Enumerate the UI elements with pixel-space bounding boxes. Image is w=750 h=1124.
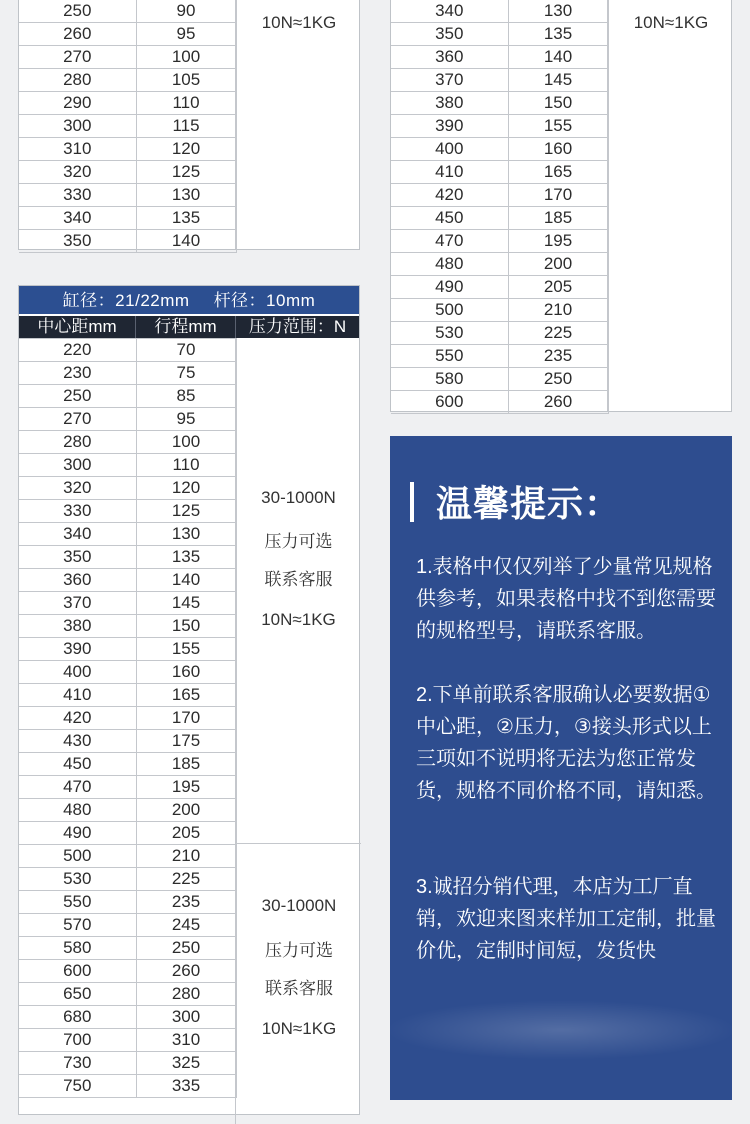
center-distance-cell: 400 xyxy=(391,138,508,161)
stroke-cell: 310 xyxy=(136,1029,236,1052)
table-row xyxy=(19,408,236,431)
table-row xyxy=(391,230,608,253)
stroke-cell: 195 xyxy=(136,776,236,799)
table-row xyxy=(19,46,236,69)
table-row xyxy=(19,937,236,960)
center-distance-cell: 750 xyxy=(19,1075,136,1098)
stroke-cell: 210 xyxy=(508,299,608,322)
spec-table-c-rows xyxy=(19,338,237,1098)
spec-table-c xyxy=(18,285,360,1115)
stroke-cell: 245 xyxy=(136,914,236,937)
center-distance-cell: 410 xyxy=(19,684,136,707)
spec-table-c-note-lower xyxy=(235,844,362,1124)
center-distance-cell: 470 xyxy=(391,230,508,253)
pressure-optional-text: 压力可选 xyxy=(264,532,333,551)
center-distance-cell: 580 xyxy=(19,937,136,960)
center-distance-cell: 680 xyxy=(19,1006,136,1029)
table-row xyxy=(19,161,236,184)
center-distance-cell: 280 xyxy=(19,69,136,92)
stroke-cell: 160 xyxy=(508,138,608,161)
table-row xyxy=(391,184,608,207)
table-row xyxy=(19,730,236,753)
table-row xyxy=(391,46,608,69)
table-row xyxy=(19,592,236,615)
center-distance-cell: 340 xyxy=(391,0,508,23)
center-distance-cell: 350 xyxy=(19,546,136,569)
pressure-conversion-note: 10N≈1KG xyxy=(261,610,336,629)
stroke-cell: 115 xyxy=(136,115,236,138)
table-row xyxy=(19,1006,236,1029)
stroke-cell: 100 xyxy=(136,431,236,454)
center-distance-cell: 580 xyxy=(391,368,508,391)
center-distance-cell: 450 xyxy=(19,753,136,776)
center-distance-cell: 310 xyxy=(19,138,136,161)
center-distance-cell: 230 xyxy=(19,362,136,385)
center-distance-cell: 450 xyxy=(391,207,508,230)
stroke-cell: 335 xyxy=(136,1075,236,1098)
stroke-cell: 130 xyxy=(508,0,608,23)
stroke-cell: 225 xyxy=(508,322,608,345)
stroke-cell: 75 xyxy=(136,362,236,385)
center-distance-cell: 500 xyxy=(391,299,508,322)
center-distance-cell: 480 xyxy=(19,799,136,822)
center-distance-cell: 380 xyxy=(391,92,508,115)
center-distance-cell: 530 xyxy=(19,868,136,891)
center-distance-cell: 260 xyxy=(19,23,136,46)
stroke-cell: 260 xyxy=(508,391,608,414)
center-distance-cell: 420 xyxy=(391,184,508,207)
table-row xyxy=(19,115,236,138)
table-row xyxy=(19,477,236,500)
table-row xyxy=(19,845,236,868)
stroke-cell: 175 xyxy=(136,730,236,753)
table-row xyxy=(391,138,608,161)
tip-paragraph-2: 2.下单前联系客服确认必要数据①中心距，②压力，③接头形式以上三项如不说明将无法为您正常发货，规格不同价格不同，请知悉。 xyxy=(416,684,716,802)
table-row xyxy=(19,983,236,1006)
pressure-conversion-note: 10N≈1KG xyxy=(633,13,709,32)
stroke-cell: 200 xyxy=(136,799,236,822)
center-distance-cell: 340 xyxy=(19,523,136,546)
center-distance-cell: 390 xyxy=(391,115,508,138)
stroke-cell: 300 xyxy=(136,1006,236,1029)
stroke-cell: 170 xyxy=(508,184,608,207)
decorative-glow xyxy=(384,1000,738,1060)
pressure-range-text: 30-1000N xyxy=(261,896,337,915)
stroke-cell: 135 xyxy=(508,23,608,46)
center-distance-cell: 370 xyxy=(19,592,136,615)
table-row xyxy=(19,0,236,23)
table-row xyxy=(19,339,236,362)
column-header-pressure-range: 压力范围：N xyxy=(248,317,347,336)
center-distance-cell: 730 xyxy=(19,1052,136,1075)
rod-diameter: 杆径：10mm xyxy=(213,291,316,310)
stroke-cell: 165 xyxy=(136,684,236,707)
stroke-cell: 140 xyxy=(136,569,236,592)
center-distance-cell: 380 xyxy=(19,615,136,638)
center-distance-cell: 550 xyxy=(391,345,508,368)
table-row xyxy=(391,253,608,276)
table-row xyxy=(391,23,608,46)
contact-service-text: 联系客服 xyxy=(264,570,333,589)
center-distance-cell: 340 xyxy=(19,207,136,230)
contact-service-text: 联系客服 xyxy=(265,979,333,998)
table-row xyxy=(19,914,236,937)
stroke-cell: 280 xyxy=(136,983,236,1006)
center-distance-cell: 280 xyxy=(19,431,136,454)
table-row xyxy=(391,299,608,322)
pressure-optional-text: 压力可选 xyxy=(265,941,333,960)
table-row xyxy=(391,276,608,299)
stroke-cell: 95 xyxy=(136,23,236,46)
pressure-range-text: 30-1000N xyxy=(261,488,336,507)
stroke-cell: 225 xyxy=(136,868,236,891)
table-row xyxy=(19,960,236,983)
table-row xyxy=(19,891,236,914)
center-distance-cell: 490 xyxy=(391,276,508,299)
stroke-cell: 250 xyxy=(136,937,236,960)
tip-paragraph-3: 3.诚招分销代理，本店为工厂直销，欢迎来图来样加工定制，批量价优，定制时间短，发货快 xyxy=(416,876,716,962)
spec-table-b-rows xyxy=(391,0,609,414)
table-row xyxy=(391,69,608,92)
table-row xyxy=(19,822,236,845)
center-distance-cell: 410 xyxy=(391,161,508,184)
center-distance-cell: 370 xyxy=(391,69,508,92)
center-distance-cell: 600 xyxy=(19,960,136,983)
table-row xyxy=(19,1029,236,1052)
stroke-cell: 110 xyxy=(136,454,236,477)
stroke-cell: 130 xyxy=(136,184,236,207)
center-distance-cell: 350 xyxy=(391,23,508,46)
stroke-cell: 160 xyxy=(136,661,236,684)
stroke-cell: 250 xyxy=(508,368,608,391)
stroke-cell: 120 xyxy=(136,138,236,161)
stroke-cell: 125 xyxy=(136,161,236,184)
stroke-cell: 105 xyxy=(136,69,236,92)
tips-title: 温馨提示： xyxy=(436,484,622,525)
table-row xyxy=(391,368,608,391)
center-distance-cell: 300 xyxy=(19,454,136,477)
center-distance-cell: 330 xyxy=(19,184,136,207)
spec-table-a-note xyxy=(235,0,362,249)
stroke-cell: 185 xyxy=(508,207,608,230)
center-distance-cell: 500 xyxy=(19,845,136,868)
center-distance-cell: 420 xyxy=(19,707,136,730)
heading-accent-bar xyxy=(410,482,414,522)
table-row xyxy=(391,391,608,414)
stroke-cell: 200 xyxy=(508,253,608,276)
stroke-cell: 210 xyxy=(136,845,236,868)
spec-table-a xyxy=(18,0,360,250)
stroke-cell: 155 xyxy=(508,115,608,138)
center-distance-cell: 400 xyxy=(19,661,136,684)
center-distance-cell: 360 xyxy=(19,569,136,592)
table-row xyxy=(19,684,236,707)
stroke-cell: 100 xyxy=(136,46,236,69)
table-row xyxy=(19,385,236,408)
stroke-cell: 90 xyxy=(136,0,236,23)
table-row xyxy=(19,138,236,161)
table-row xyxy=(19,184,236,207)
table-row xyxy=(19,362,236,385)
center-distance-cell: 320 xyxy=(19,161,136,184)
center-distance-cell: 550 xyxy=(19,891,136,914)
spec-table-a-rows xyxy=(19,0,237,253)
table-row xyxy=(391,92,608,115)
table-row xyxy=(19,92,236,115)
stroke-cell: 70 xyxy=(136,339,236,362)
center-distance-cell: 250 xyxy=(19,385,136,408)
center-distance-cell: 430 xyxy=(19,730,136,753)
center-distance-cell: 270 xyxy=(19,46,136,69)
spec-table-b xyxy=(390,0,732,412)
table-row xyxy=(19,523,236,546)
table-row xyxy=(19,661,236,684)
table-row xyxy=(19,230,236,253)
stroke-cell: 205 xyxy=(136,822,236,845)
table-row xyxy=(391,345,608,368)
column-header-stroke: 行程mm xyxy=(136,316,236,338)
stroke-cell: 140 xyxy=(508,46,608,69)
center-distance-cell: 270 xyxy=(19,408,136,431)
center-distance-cell: 330 xyxy=(19,500,136,523)
pressure-conversion-note: 10N≈1KG xyxy=(261,1019,337,1038)
tips-panel xyxy=(390,436,732,1100)
stroke-cell: 235 xyxy=(508,345,608,368)
stroke-cell: 140 xyxy=(136,230,236,253)
table-row xyxy=(391,161,608,184)
table-row xyxy=(19,23,236,46)
spec-table-b-note xyxy=(607,0,734,411)
table-row xyxy=(19,1052,236,1075)
center-distance-cell: 700 xyxy=(19,1029,136,1052)
table-row xyxy=(19,753,236,776)
stroke-cell: 125 xyxy=(136,500,236,523)
tip-paragraph-1: 1.表格中仅仅列举了少量常见规格供参考，如果表格中找不到您需要的规格型号，请联系客服。 xyxy=(416,556,716,642)
table-row xyxy=(19,500,236,523)
table-row xyxy=(391,115,608,138)
stroke-cell: 130 xyxy=(136,523,236,546)
table-row xyxy=(19,638,236,661)
stroke-cell: 150 xyxy=(136,615,236,638)
pressure-conversion-note: 10N≈1KG xyxy=(261,13,337,32)
stroke-cell: 110 xyxy=(136,92,236,115)
center-distance-cell: 530 xyxy=(391,322,508,345)
table-row xyxy=(19,615,236,638)
center-distance-cell: 600 xyxy=(391,391,508,414)
center-distance-cell: 360 xyxy=(391,46,508,69)
center-distance-cell: 290 xyxy=(19,92,136,115)
table-row xyxy=(19,1075,236,1098)
stroke-cell: 325 xyxy=(136,1052,236,1075)
stroke-cell: 185 xyxy=(136,753,236,776)
table-row xyxy=(19,776,236,799)
center-distance-cell: 570 xyxy=(19,914,136,937)
stroke-cell: 135 xyxy=(136,207,236,230)
stroke-cell: 95 xyxy=(136,408,236,431)
table-row xyxy=(19,546,236,569)
spec-table-c-note-upper xyxy=(235,338,361,844)
stroke-cell: 170 xyxy=(136,707,236,730)
center-distance-cell: 650 xyxy=(19,983,136,1006)
center-distance-cell: 480 xyxy=(391,253,508,276)
center-distance-cell: 470 xyxy=(19,776,136,799)
center-distance-cell: 490 xyxy=(19,822,136,845)
center-distance-cell: 250 xyxy=(19,0,136,23)
bore-diameter: 缸径：21/22mm xyxy=(62,291,190,310)
stroke-cell: 165 xyxy=(508,161,608,184)
table-row xyxy=(19,868,236,891)
table-row xyxy=(19,69,236,92)
table-row xyxy=(19,431,236,454)
table-row xyxy=(19,707,236,730)
stroke-cell: 235 xyxy=(136,891,236,914)
table-row xyxy=(391,207,608,230)
stroke-cell: 145 xyxy=(508,69,608,92)
center-distance-cell: 320 xyxy=(19,477,136,500)
stroke-cell: 145 xyxy=(136,592,236,615)
stroke-cell: 150 xyxy=(508,92,608,115)
table-row xyxy=(391,0,608,23)
table-row xyxy=(19,207,236,230)
table-row xyxy=(391,322,608,345)
table-row xyxy=(19,569,236,592)
stroke-cell: 120 xyxy=(136,477,236,500)
table-row xyxy=(19,799,236,822)
stroke-cell: 195 xyxy=(508,230,608,253)
stroke-cell: 155 xyxy=(136,638,236,661)
table-row xyxy=(19,454,236,477)
column-headers xyxy=(19,316,359,338)
center-distance-cell: 390 xyxy=(19,638,136,661)
stroke-cell: 260 xyxy=(136,960,236,983)
column-header-center-distance: 中心距mm xyxy=(19,316,136,338)
center-distance-cell: 220 xyxy=(19,339,136,362)
center-distance-cell: 300 xyxy=(19,115,136,138)
tips-heading xyxy=(410,476,621,527)
stroke-cell: 135 xyxy=(136,546,236,569)
table-title xyxy=(19,286,359,316)
stroke-cell: 85 xyxy=(136,385,236,408)
center-distance-cell: 350 xyxy=(19,230,136,253)
stroke-cell: 205 xyxy=(508,276,608,299)
